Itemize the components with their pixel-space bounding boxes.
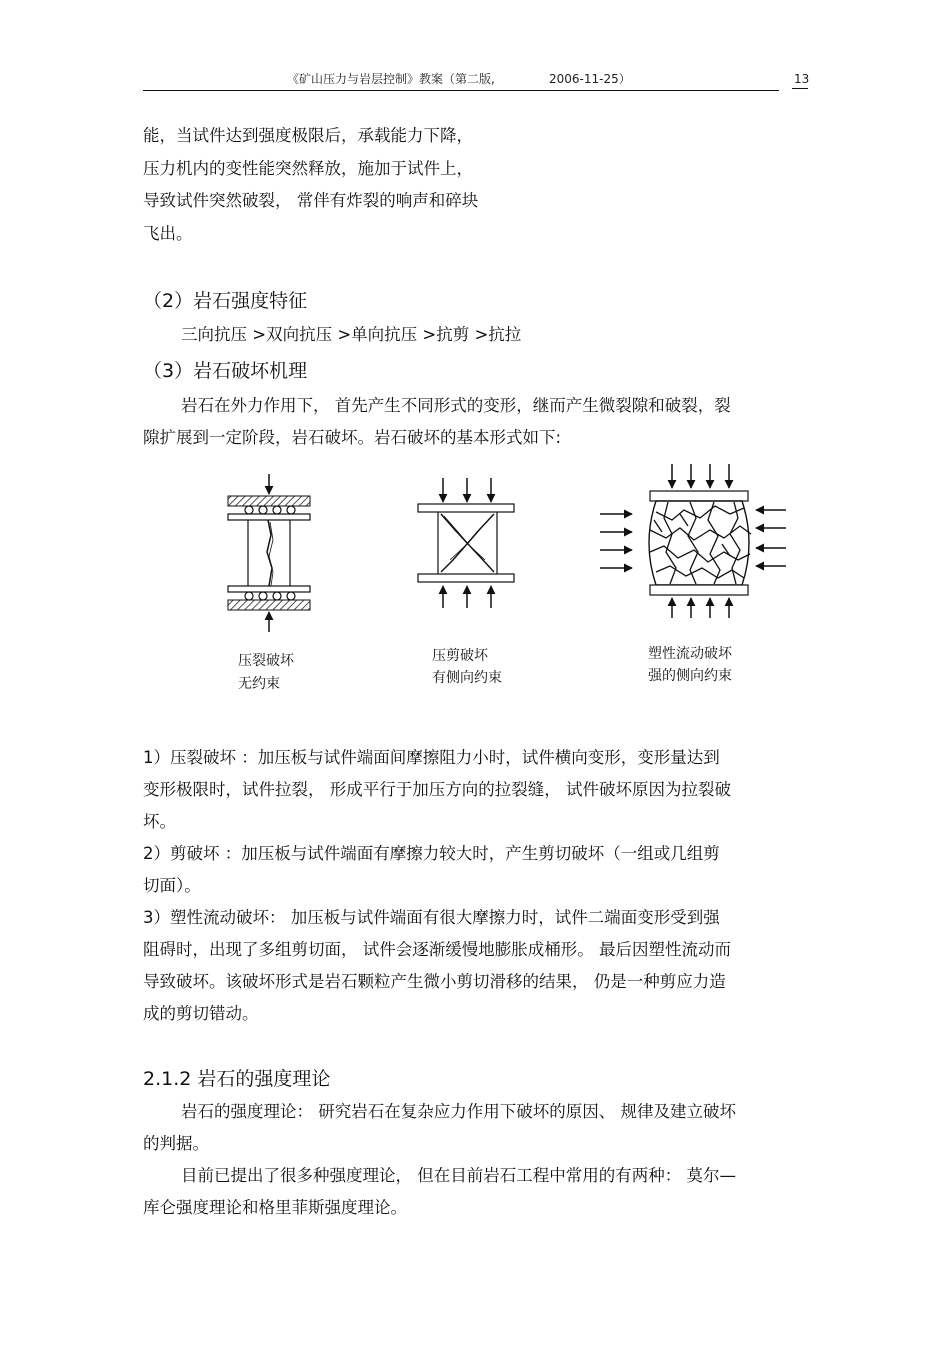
failure-line-2: 变形极限时，试件拉裂， 形成平行于加压方向的拉裂缝， 试件破坏原因为拉裂破 (143, 780, 731, 799)
intro-line-1: 能，当试件达到强度极限后，承载能力下降， (143, 126, 473, 145)
page-number-rule (792, 88, 808, 89)
theory-line-3: 目前已提出了很多种强度理论， 但在目前岩石工程中常用的有两种： 莫尔— (181, 1166, 736, 1185)
caption-shear-condition: 有侧向约束 (432, 670, 502, 686)
caption-split-condition: 无约束 (238, 676, 280, 692)
theory-line-1: 岩石的强度理论： 研究岩石在复杂应力作用下破坏的原因、 规律及建立破坏 (181, 1102, 736, 1121)
caption-shear-title: 压剪破坏 (432, 648, 488, 664)
intro-line-4: 飞出。 (143, 224, 193, 243)
mechanism-line-1: 岩石在外力作用下， 首先产生不同形式的变形，继而产生微裂隙和破裂，裂 (181, 396, 731, 415)
section-heading-strength: （2）岩石强度特征 (143, 290, 308, 312)
page-number: 13 (794, 72, 810, 86)
failure-line-4: 2）剪破坏 ：加压板与试件端面有摩擦力较大时，产生剪切破坏（一组或几组剪 (143, 844, 720, 863)
mechanism-line-2: 隙扩展到一定阶段，岩石破坏。岩石破坏的基本形式如下: (143, 428, 562, 447)
failure-line-7: 阻碍时，出现了多组剪切面， 试件会逐渐缓慢地膨胀成桶形。 最后因塑性流动而 (143, 940, 731, 959)
failure-modes-figure (210, 460, 810, 650)
caption-split-title: 压裂破坏 (238, 653, 294, 669)
failure-line-3: 坏。 (143, 812, 176, 831)
figure-split-failure (228, 474, 310, 632)
header-date: 2006-11-25） (549, 72, 631, 86)
section-heading-212: 2.1.2 岩石的强度理论 (143, 1068, 331, 1090)
intro-line-3: 导致试件突然破裂， 常伴有炸裂的响声和碎块 (143, 191, 479, 210)
figure-shear-failure (418, 478, 514, 608)
figure-plastic-flow-failure (600, 464, 786, 618)
strength-order-line: 三向抗压 >双向抗压 >单向抗压 >抗剪 >抗拉 (181, 325, 522, 344)
caption-plastic-condition: 强的侧向约束 (648, 668, 732, 684)
header-title: 《矿山压力与岩层控制》教案（第二版, (287, 72, 495, 86)
header-rule (143, 90, 779, 91)
theory-line-4: 库仑强度理论和格里菲斯强度理论。 (143, 1198, 407, 1217)
theory-line-2: 的判据。 (143, 1134, 209, 1153)
failure-line-1: 1）压裂破坏 ：加压板与试件端面间摩擦阻力小时，试件横向变形，变形量达到 (143, 748, 720, 767)
section-heading-mechanism: （3）岩石破坏机理 (143, 360, 308, 382)
failure-line-5: 切面）。 (143, 876, 201, 895)
failure-line-6: 3）塑性流动破坏： 加压板与试件端面有很大摩擦力时，试件二端面变形受到强 (143, 908, 720, 927)
failure-line-8: 导致破坏。该破坏形式是岩石颗粒产生微小剪切滑移的结果， 仍是一种剪应力造 (143, 972, 726, 991)
failure-line-9: 成的剪切错动。 (143, 1004, 259, 1023)
intro-line-2: 压力机内的变性能突然释放，施加于试件上， (143, 159, 473, 178)
caption-plastic-title: 塑性流动破坏 (648, 646, 732, 662)
